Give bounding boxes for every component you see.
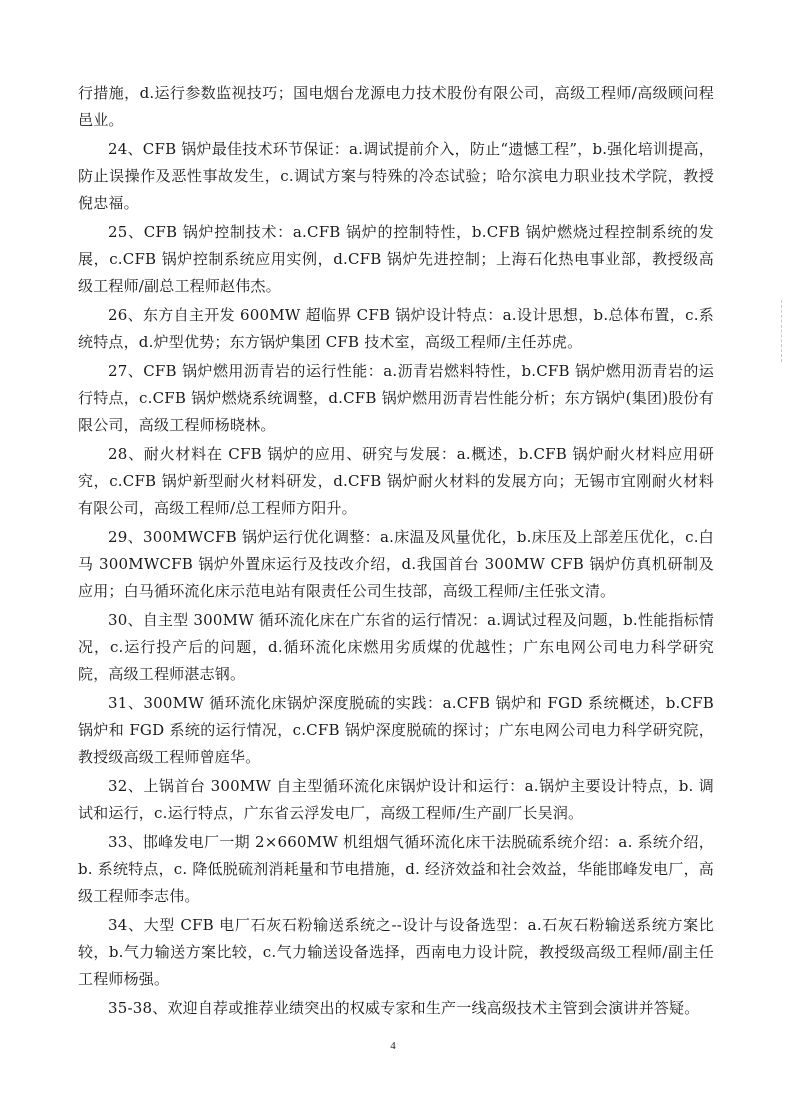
paragraph-item-34: 34、大型 CFB 电厂石灰石粉输送系统之--设计与设备选型：a.石灰石粉输送系统方案比较，b.气力输送方案比较，c.气力输送设备选择，西南电力设计院，教授级高级工程师/副主任工程师杨强。 bbox=[78, 916, 714, 988]
paragraph-item-26: 26、东方自主开发 600MW 超临界 CFB 锅炉设计特点：a.设计思想，b.总体布置，c.系统特点，d.炉型优势；东方锅炉集团 CFB 技术室，高级工程师/主任苏虎。 bbox=[78, 306, 714, 351]
paragraph-item-25: 25、CFB 锅炉控制技术：a.CFB 锅炉的控制特性，b.CFB 锅炉燃烧过程控制系统的发展，c.CFB 锅炉控制系统应用实例，d.CFB 锅炉先进控制；上海石化热电事业部，教授级高级工程师/副总工程师赵伟杰。 bbox=[78, 223, 714, 295]
paragraph-item-35-38: 35-38、欢迎自荐或推荐业绩突出的权威专家和生产一线高级技术主管到会演讲并答疑。 bbox=[108, 999, 700, 1017]
page-number: 4 bbox=[390, 1040, 396, 1052]
paragraph-item-24: 24、CFB 锅炉最佳技术环节保证：a.调试提前介入，防止“遗憾工程”，b.强化培训提高，防止误操作及恶性事故发生，c.调试方案与特殊的冷态试验；哈尔滨电力职业技术学院，教授倪忠福。 bbox=[78, 140, 714, 212]
paragraph-item-31: 31、300MW 循环流化床锅炉深度脱硫的实践：a.CFB 锅炉和 FGD 系统概述，b.CFB 锅炉和 FGD 系统的运行情况，c.CFB 锅炉深度脱硫的探讨；广东电网公司电力科学研究院，教授级高级工程师曾庭华。 bbox=[78, 694, 714, 766]
paragraph-continuation: 行措施，d.运行参数监视技巧；国电烟台龙源电力技术股份有限公司，高级工程师/高级顾问程邑业。 bbox=[78, 84, 714, 129]
margin-scan-mark bbox=[781, 300, 782, 362]
paragraph-item-32: 32、上锅首台 300MW 自主型循环流化床锅炉设计和运行：a.锅炉主要设计特点，b. 调试和运行，c.运行特点，广东省云浮发电厂，高级工程师/生产副厂长吴润。 bbox=[78, 777, 714, 822]
paragraph-item-28: 28、耐火材料在 CFB 锅炉的应用、研究与发展：a.概述，b.CFB 锅炉耐火材料应用研究，c.CFB 锅炉新型耐火材料研发，d.CFB 锅炉耐火材料的发展方向；无锡市宜刚耐火材料有限公司，高级工程师/总工程师方阳升。 bbox=[78, 445, 714, 517]
paragraph-item-30: 30、自主型 300MW 循环流化床在广东省的运行情况：a.调试过程及问题，b.性能指标情况，c.运行投产后的问题，d.循环流化床燃用劣质煤的优越性；广东电网公司电力科学研究院，高级工程师湛志钢。 bbox=[78, 611, 714, 683]
document-body bbox=[78, 80, 714, 1024]
paragraph-item-33: 33、邯峰发电厂一期 2×660MW 机组烟气循环流化床干法脱硫系统介绍：a. 系统介绍，b. 系统特点，c. 降低脱硫剂消耗量和节电措施，d. 经济效益和社会效益，华能邯峰发电厂，高级工程师李志伟。 bbox=[78, 833, 714, 905]
paragraph-item-27: 27、CFB 锅炉燃用沥青岩的运行性能：a.沥青岩燃料特性，b.CFB 锅炉燃用沥青岩的运行特点，c.CFB 锅炉燃烧系统调整，d.CFB 锅炉燃用沥青岩性能分析；东方锅炉(集团)股份有限公司，高级工程师杨晓林。 bbox=[78, 362, 714, 434]
paragraph-item-29: 29、300MWCFB 锅炉运行优化调整：a.床温及风量优化，b.床压及上部差压优化，c.白马 300MWCFB 锅炉外置床运行及技改介绍，d.我国首台 300MW CFB 锅炉仿真机研制及应用；白马循环流化床示范电站有限责任公司生技部，高级工程师/主任张文清。 bbox=[78, 528, 714, 600]
